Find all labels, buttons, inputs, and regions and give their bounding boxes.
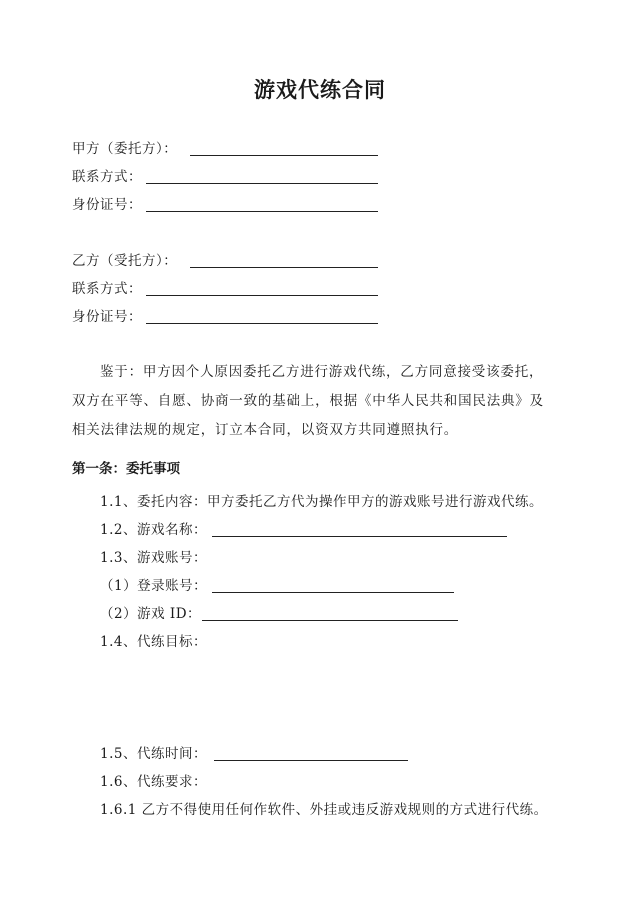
game-name-blank[interactable] (212, 536, 507, 537)
preamble-line-1: 鉴于：甲方因个人原因委托乙方进行游戏代练，乙方同意接受该委托， (100, 364, 544, 380)
party-b-contact-blank[interactable] (146, 295, 378, 296)
party-a-name-blank[interactable] (190, 155, 378, 156)
item-1-5-label: 1.5、代练时间： (100, 746, 207, 762)
preamble-line-2: 双方在平等、自愿、协商一致的基础上，根据《中华人民共和国民法典》及 (72, 393, 544, 409)
game-id-label: （2）游戏 ID： (100, 606, 202, 622)
login-account-label: （1）登录账号： (100, 578, 208, 594)
training-time-blank[interactable] (214, 760, 408, 761)
preamble-line-3: 相关法律法规的规定，订立本合同，以资双方共同遵照执行。 (72, 422, 459, 438)
document-title: 游戏代练合同 (254, 78, 386, 102)
item-1-3-label: 1.3、游戏账号： (100, 550, 207, 566)
party-b-id-blank[interactable] (146, 323, 378, 324)
party-b-name-blank[interactable] (190, 267, 378, 268)
game-id-blank[interactable] (202, 620, 458, 621)
party-a-id-blank[interactable] (146, 211, 378, 212)
item-1-6-label: 1.6、代练要求： (100, 774, 207, 790)
item-1-4-label: 1.4、代练目标： (100, 634, 207, 650)
item-1-2-label: 1.2、游戏名称： (100, 522, 207, 538)
party-b-contact-label: 联系方式： (72, 281, 142, 297)
item-1-1: 1.1、委托内容：甲方委托乙方代为操作甲方的游戏账号进行游戏代练。 (100, 494, 543, 510)
article-1-heading: 第一条：委托事项 (72, 461, 180, 477)
party-a-name-label: 甲方（委托方）： (72, 141, 178, 157)
party-b-id-label: 身份证号： (72, 309, 142, 325)
party-b-name-label: 乙方（受托方）： (72, 253, 178, 269)
login-account-blank[interactable] (212, 592, 454, 593)
party-a-contact-label: 联系方式： (72, 169, 142, 185)
party-a-id-label: 身份证号： (72, 197, 142, 213)
item-1-6-1: 1.6.1 乙方不得使用任何作软件、外挂或违反游戏规则的方式进行代练。 (100, 802, 548, 818)
party-a-contact-blank[interactable] (146, 183, 378, 184)
